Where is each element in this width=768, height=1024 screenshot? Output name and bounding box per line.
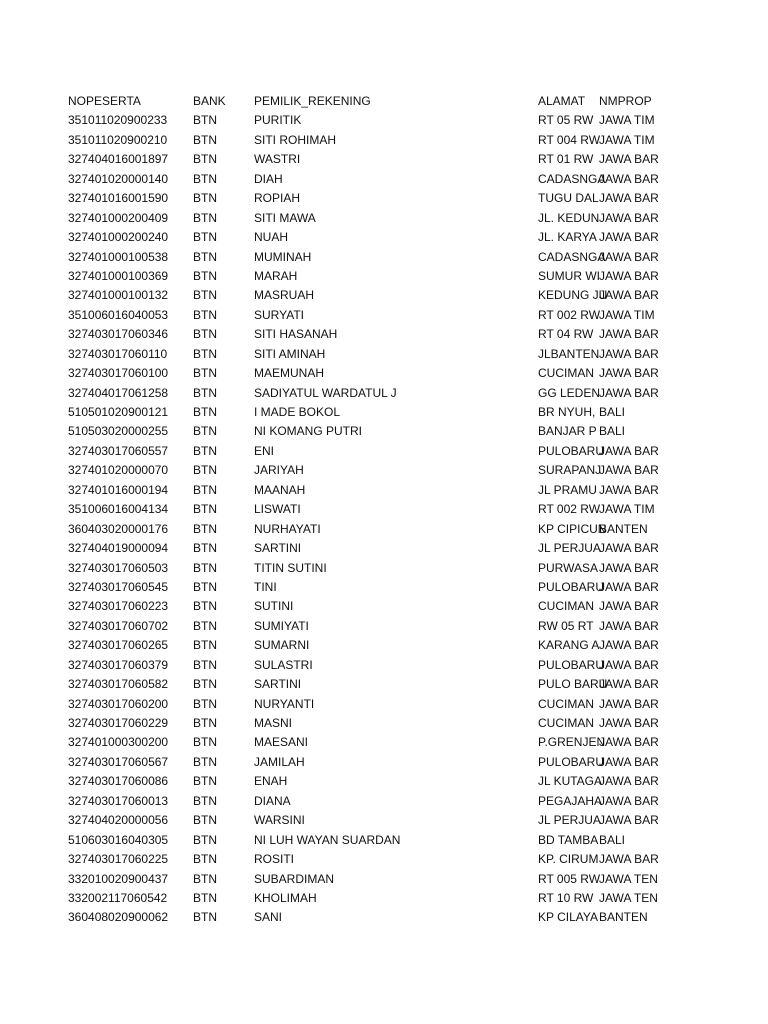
cell-nmprop: JAWA BAR: [599, 754, 659, 769]
cell-alamat: JLBANTEN: [538, 346, 600, 361]
cell-pemilik-rekening: ROPIAH: [254, 191, 301, 206]
cell-bank: BTN: [193, 599, 217, 614]
cell-nmprop: JAWA BAR: [599, 793, 659, 808]
cell-alamat: PULOBARU: [538, 754, 605, 769]
cell-nopeserta: 327403017060545: [68, 579, 169, 594]
cell-nmprop: JAWA BAR: [599, 249, 659, 264]
table-row: [0, 384, 768, 403]
cell-bank: BTN: [193, 385, 217, 400]
cell-bank: BTN: [193, 424, 217, 439]
cell-alamat: KP CILAYA: [538, 910, 599, 925]
cell-pemilik-rekening: SULASTRI: [254, 657, 313, 672]
table-row: [0, 597, 768, 616]
cell-bank: BTN: [193, 832, 217, 847]
cell-nopeserta: 327401000100538: [68, 249, 169, 264]
table-row: [0, 248, 768, 267]
cell-bank: BTN: [193, 754, 217, 769]
cell-nopeserta: 327401000200240: [68, 230, 169, 245]
cell-bank: BTN: [193, 171, 217, 186]
cell-alamat: CUCIMAN: [538, 599, 594, 614]
cell-bank: BTN: [193, 132, 217, 147]
cell-nmprop: JAWA BAR: [599, 618, 659, 633]
table-row: [0, 753, 768, 772]
cell-pemilik-rekening: SUMARNI: [254, 638, 310, 653]
cell-nopeserta: 327401000100369: [68, 268, 169, 283]
cell-nopeserta: 351006016004134: [68, 502, 169, 517]
cell-nmprop: JAWA BAR: [599, 638, 659, 653]
cell-bank: BTN: [193, 230, 217, 245]
cell-nopeserta: 327401020000070: [68, 463, 169, 478]
cell-alamat: TUGU DAL: [538, 191, 599, 206]
cell-nopeserta: 327401016001590: [68, 191, 169, 206]
cell-pemilik-rekening: SUMIYATI: [254, 618, 309, 633]
cell-pemilik-rekening: TITIN SUTINI: [254, 560, 327, 575]
cell-alamat: PURWASA: [538, 560, 599, 575]
header-nmprop: NMPROP: [599, 94, 652, 108]
cell-alamat: JL KUTAGA: [538, 774, 603, 789]
cell-nopeserta: 327403017060086: [68, 774, 169, 789]
cell-nmprop: JAWA BAR: [599, 579, 659, 594]
cell-bank: BTN: [193, 366, 217, 381]
table-row: [0, 792, 768, 811]
table-row: [0, 714, 768, 733]
cell-pemilik-rekening: WARSINI: [254, 813, 305, 828]
cell-nmprop: JAWA TEN: [599, 890, 658, 905]
cell-alamat: SUMUR WI: [538, 268, 600, 283]
cell-nopeserta: 327403017060346: [68, 327, 169, 342]
cell-nmprop: JAWA BAR: [599, 774, 659, 789]
cell-pemilik-rekening: PURITIK: [254, 113, 302, 128]
cell-alamat: CUCIMAN: [538, 716, 594, 730]
cell-nopeserta: 327403017060265: [68, 638, 169, 653]
cell-nmprop: JAWA BAR: [599, 366, 659, 381]
cell-bank: BTN: [193, 716, 217, 730]
cell-nopeserta: 327403017060100: [68, 366, 169, 381]
cell-alamat: SURAPANJ: [538, 463, 602, 478]
table-row: [0, 306, 768, 325]
cell-nmprop: JAWA BAR: [599, 599, 659, 614]
table-row: [0, 345, 768, 364]
cell-pemilik-rekening: JAMILAH: [254, 754, 305, 769]
table-row: [0, 559, 768, 578]
cell-nmprop: JAWA BAR: [599, 327, 659, 342]
cell-bank: BTN: [193, 852, 217, 867]
cell-alamat: KP. CIRUM: [538, 852, 599, 867]
cell-pemilik-rekening: NI LUH WAYAN SUARDAN: [254, 832, 401, 847]
table-row: [0, 695, 768, 714]
table-row: [0, 481, 768, 500]
cell-nopeserta: 327403017060110: [68, 346, 168, 361]
cell-bank: BTN: [193, 210, 217, 225]
cell-nmprop: BALI: [599, 424, 626, 439]
cell-pemilik-rekening: ROSITI: [254, 852, 295, 867]
cell-bank: BTN: [193, 910, 217, 925]
cell-nmprop: JAWA TIM: [599, 502, 655, 517]
cell-bank: BTN: [193, 793, 217, 808]
table-row: [0, 772, 768, 791]
cell-bank: BTN: [193, 677, 217, 692]
table-row: [0, 733, 768, 752]
table-row: [0, 908, 768, 927]
table-row: [0, 131, 768, 150]
cell-pemilik-rekening: WASTRI: [254, 152, 301, 167]
cell-alamat: JL PERJUA: [538, 813, 601, 828]
cell-pemilik-rekening: MAESANI: [254, 735, 309, 750]
cell-nopeserta: 327401000100132: [68, 288, 169, 303]
table-row: [0, 500, 768, 519]
cell-bank: BTN: [193, 307, 217, 322]
cell-alamat: RW 05 RT: [538, 618, 594, 633]
cell-bank: BTN: [193, 463, 217, 478]
cell-pemilik-rekening: SURYATI: [254, 307, 305, 322]
cell-bank: BTN: [193, 152, 217, 167]
cell-bank: BTN: [193, 618, 217, 633]
cell-bank: BTN: [193, 890, 217, 905]
cell-bank: BTN: [193, 249, 217, 264]
header-pemilik-rekening: PEMILIK_REKENING: [254, 94, 371, 108]
cell-nmprop: BANTEN: [599, 521, 648, 536]
cell-pemilik-rekening: MUMINAH: [254, 249, 312, 264]
cell-pemilik-rekening: NI KOMANG PUTRI: [254, 424, 363, 439]
cell-nopeserta: 510503020000255: [68, 424, 169, 439]
cell-bank: BTN: [193, 346, 217, 361]
table-row: [0, 422, 768, 441]
cell-nopeserta: 327403017060557: [68, 443, 169, 458]
cell-pemilik-rekening: SITI AMINAH: [254, 346, 326, 361]
table-row: [0, 442, 768, 461]
cell-bank: BTN: [193, 579, 217, 594]
cell-nopeserta: 327403017060379: [68, 657, 169, 672]
cell-alamat: CUCIMAN: [538, 366, 594, 381]
cell-alamat: CADASNGA: [538, 249, 606, 264]
cell-alamat: BANJAR P: [538, 424, 597, 439]
cell-alamat: KP CIPICUN: [538, 521, 607, 536]
cell-bank: BTN: [193, 560, 217, 575]
cell-alamat: GG LEDEN: [538, 385, 601, 400]
cell-nmprop: JAWA BAR: [599, 443, 659, 458]
cell-pemilik-rekening: NURHAYATI: [254, 521, 321, 536]
cell-nmprop: JAWA TIM: [599, 307, 655, 322]
cell-nopeserta: 327403017060229: [68, 716, 169, 730]
cell-alamat: RT 10 RW: [538, 890, 594, 905]
cell-nopeserta: 360403020000176: [68, 521, 169, 536]
header-alamat: ALAMAT: [538, 94, 586, 108]
table-row: [0, 520, 768, 539]
cell-nmprop: JAWA BAR: [599, 152, 659, 167]
cell-bank: BTN: [193, 443, 217, 458]
cell-nmprop: JAWA BAR: [599, 482, 659, 497]
cell-bank: BTN: [193, 774, 217, 789]
cell-alamat: RT 05 RW: [538, 113, 594, 128]
cell-nopeserta: 327404017061258: [68, 385, 169, 400]
cell-nopeserta: 360408020900062: [68, 910, 169, 925]
cell-pemilik-rekening: SARTINI: [254, 677, 302, 692]
cell-alamat: KEDUNG JU: [538, 288, 608, 303]
cell-nopeserta: 327403017060223: [68, 599, 169, 614]
cell-pemilik-rekening: SUTINI: [254, 599, 294, 614]
cell-nmprop: JAWA BAR: [599, 191, 659, 206]
table-row: [0, 209, 768, 228]
cell-bank: BTN: [193, 813, 217, 828]
cell-pemilik-rekening: MAANAH: [254, 482, 306, 497]
cell-bank: BTN: [193, 327, 217, 342]
table-row: [0, 228, 768, 247]
header-bank: BANK: [193, 94, 226, 108]
cell-alamat: JL. KEDUN: [538, 210, 600, 225]
cell-bank: BTN: [193, 502, 217, 517]
table-row: [0, 889, 768, 908]
cell-pemilik-rekening: ENI: [254, 443, 275, 458]
cell-alamat: PULOBARU: [538, 657, 605, 672]
cell-nopeserta: 327403017060200: [68, 696, 169, 711]
cell-bank: BTN: [193, 696, 217, 711]
cell-bank: BTN: [193, 288, 217, 303]
cell-alamat: JL PERJUA: [538, 541, 601, 556]
table-row: [0, 578, 768, 597]
cell-nopeserta: 351011020900233: [68, 113, 168, 128]
table-row: [0, 150, 768, 169]
cell-alamat: BD TAMBA: [538, 832, 599, 847]
cell-bank: BTN: [193, 521, 217, 536]
cell-nopeserta: 327403017060503: [68, 560, 169, 575]
cell-nmprop: JAWA BAR: [599, 210, 659, 225]
cell-nopeserta: 327404020000056: [68, 813, 169, 828]
cell-pemilik-rekening: MAEMUNAH: [254, 366, 325, 381]
cell-nmprop: JAWA BAR: [599, 541, 659, 556]
cell-pemilik-rekening: SADIYATUL WARDATUL J: [254, 385, 397, 400]
cell-alamat: RT 002 RW: [538, 502, 601, 517]
data-table: [0, 92, 768, 928]
cell-alamat: KARANG A: [538, 638, 600, 653]
cell-nmprop: JAWA BAR: [599, 813, 659, 828]
cell-bank: BTN: [193, 191, 217, 206]
cell-nmprop: JAWA BAR: [599, 696, 659, 711]
cell-nopeserta: 327404016001897: [68, 152, 169, 167]
table-row: [0, 831, 768, 850]
cell-nmprop: JAWA BAR: [599, 463, 659, 478]
cell-pemilik-rekening: MARAH: [254, 268, 298, 283]
cell-nopeserta: 327403017060013: [68, 793, 169, 808]
cell-nmprop: JAWA BAR: [599, 230, 659, 245]
table-row: [0, 325, 768, 344]
cell-pemilik-rekening: DIANA: [254, 793, 291, 808]
cell-nmprop: BALI: [599, 405, 626, 419]
cell-nmprop: JAWA BAR: [599, 852, 659, 867]
cell-nmprop: BALI: [599, 832, 626, 847]
cell-alamat: RT 005 RW: [538, 871, 601, 886]
cell-bank: BTN: [193, 482, 217, 497]
cell-pemilik-rekening: JARIYAH: [254, 463, 304, 478]
cell-pemilik-rekening: SUBARDIMAN: [254, 871, 335, 886]
cell-alamat: PEGAJAHA: [538, 793, 603, 808]
cell-pemilik-rekening: SARTINI: [254, 541, 302, 556]
table-row: [0, 850, 768, 869]
cell-nopeserta: 327401016000194: [68, 482, 169, 497]
cell-alamat: PULOBARU: [538, 443, 605, 458]
cell-pemilik-rekening: I MADE BOKOL: [254, 405, 341, 419]
table-row: [0, 286, 768, 305]
cell-nmprop: JAWA TEN: [599, 871, 658, 886]
table-row: [0, 111, 768, 130]
cell-alamat: PULOBARU: [538, 579, 605, 594]
cell-nmprop: BANTEN: [599, 910, 648, 925]
header-row: [0, 92, 768, 111]
cell-pemilik-rekening: TINI: [254, 579, 277, 594]
cell-bank: BTN: [193, 268, 217, 283]
table-body: [0, 111, 768, 927]
cell-pemilik-rekening: SITI MAWA: [254, 210, 316, 225]
cell-nmprop: JAWA BAR: [599, 716, 659, 730]
cell-pemilik-rekening: LISWATI: [254, 502, 301, 517]
cell-bank: BTN: [193, 871, 217, 886]
cell-nmprop: JAWA BAR: [599, 735, 659, 750]
header-nopeserta: NOPESERTA: [68, 94, 141, 108]
table-row: [0, 539, 768, 558]
cell-alamat: JL PRAMU: [538, 482, 597, 497]
cell-nopeserta: 327403017060225: [68, 852, 169, 867]
cell-alamat: BR NYUH,: [538, 405, 596, 419]
cell-alamat: CADASNGA: [538, 171, 606, 186]
cell-pemilik-rekening: SITI HASANAH: [254, 327, 338, 342]
cell-alamat: RT 002 RW: [538, 307, 601, 322]
cell-nopeserta: 327404019000094: [68, 541, 169, 556]
cell-nopeserta: 327401000300200: [68, 735, 169, 750]
cell-pemilik-rekening: KHOLIMAH: [254, 890, 317, 905]
cell-alamat: P.GRENJEN: [538, 735, 606, 750]
table-row: [0, 870, 768, 889]
cell-bank: BTN: [193, 541, 217, 556]
cell-nopeserta: 351011020900210: [68, 132, 168, 147]
cell-alamat: RT 04 RW: [538, 327, 594, 342]
cell-nopeserta: 327403017060567: [68, 754, 169, 769]
table-row: [0, 656, 768, 675]
cell-alamat: RT 01 RW: [538, 152, 594, 167]
cell-nmprop: JAWA BAR: [599, 268, 659, 283]
cell-nopeserta: 327403017060582: [68, 677, 169, 692]
cell-nopeserta: 327401000200409: [68, 210, 169, 225]
cell-nopeserta: 327401020000140: [68, 171, 169, 186]
table-row: [0, 403, 768, 422]
table-row: [0, 461, 768, 480]
cell-alamat: JL. KARYA: [538, 230, 597, 245]
cell-pemilik-rekening: NURYANTI: [254, 696, 315, 711]
cell-nmprop: JAWA TIM: [599, 132, 655, 147]
cell-nmprop: JAWA BAR: [599, 560, 659, 575]
table-row: [0, 636, 768, 655]
cell-nopeserta: 351006016040053: [68, 307, 169, 322]
table-row: [0, 170, 768, 189]
cell-nopeserta: 332002117060542: [68, 890, 168, 905]
cell-nopeserta: 510501020900121: [68, 405, 169, 419]
cell-pemilik-rekening: MASNI: [254, 716, 293, 730]
cell-pemilik-rekening: ENAH: [254, 774, 288, 789]
table-row: [0, 189, 768, 208]
table-row: [0, 617, 768, 636]
cell-pemilik-rekening: SITI ROHIMAH: [254, 132, 337, 147]
cell-nopeserta: 327403017060702: [68, 618, 169, 633]
cell-nmprop: JAWA BAR: [599, 288, 659, 303]
table-row: [0, 267, 768, 286]
cell-bank: BTN: [193, 735, 217, 750]
table-row: [0, 364, 768, 383]
cell-nmprop: JAWA BAR: [599, 171, 659, 186]
cell-alamat: PULO BARU: [538, 677, 608, 692]
cell-nopeserta: 510603016040305: [68, 832, 169, 847]
cell-nmprop: JAWA BAR: [599, 346, 659, 361]
cell-alamat: CUCIMAN: [538, 696, 594, 711]
cell-pemilik-rekening: SANI: [254, 910, 283, 925]
cell-bank: BTN: [193, 657, 217, 672]
cell-nmprop: JAWA TIM: [599, 113, 655, 128]
cell-bank: BTN: [193, 638, 217, 653]
cell-pemilik-rekening: NUAH: [254, 230, 289, 245]
cell-nmprop: JAWA BAR: [599, 385, 659, 400]
cell-nmprop: JAWA BAR: [599, 677, 659, 692]
cell-pemilik-rekening: MASRUAH: [254, 288, 315, 303]
cell-pemilik-rekening: DIAH: [254, 171, 283, 186]
table-row: [0, 675, 768, 694]
cell-nmprop: JAWA BAR: [599, 657, 659, 672]
table-row: [0, 811, 768, 830]
cell-alamat: RT 004 RW: [538, 132, 601, 147]
cell-bank: BTN: [193, 405, 217, 419]
cell-nopeserta: 332010020900437: [68, 871, 169, 886]
cell-bank: BTN: [193, 113, 217, 128]
